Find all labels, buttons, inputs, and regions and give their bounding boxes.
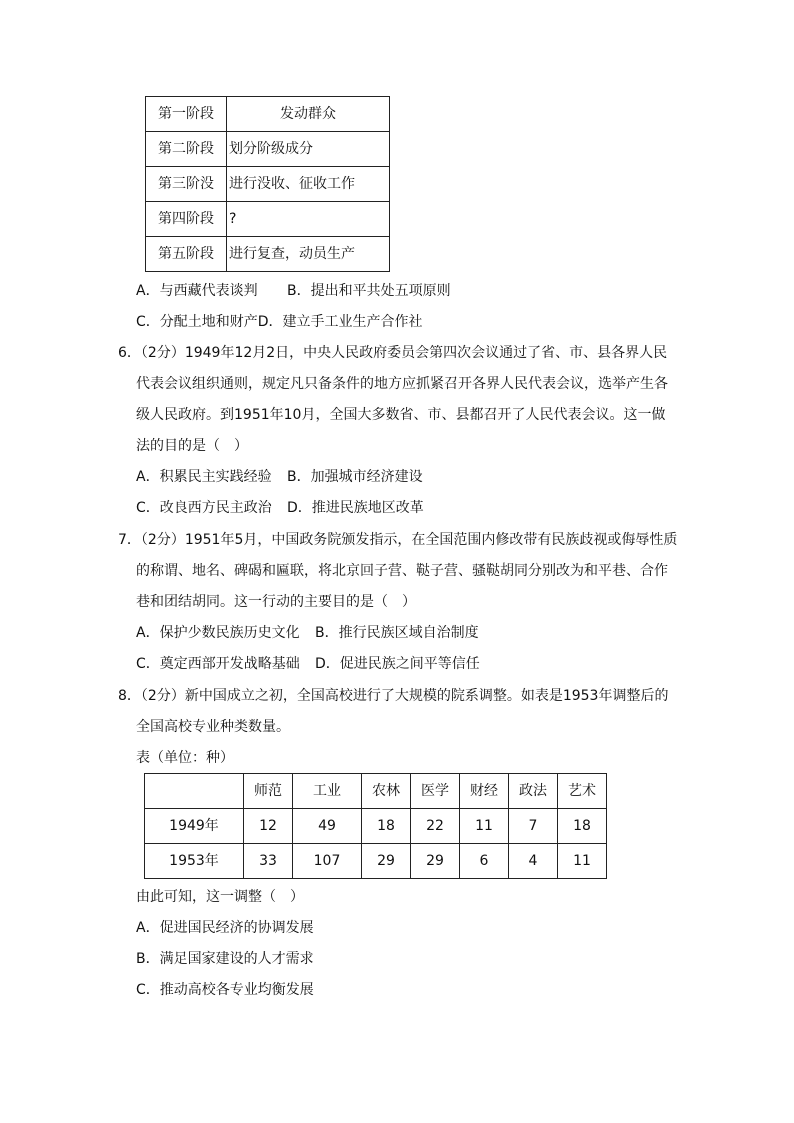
q7-option-a: A．保护少数民族历史文化 [136, 625, 300, 641]
table-cell: 1953年 [145, 844, 244, 879]
table-cell: 18 [558, 809, 607, 844]
table-cell: 4 [509, 844, 558, 879]
table-cell: 7 [509, 809, 558, 844]
table-header-cell: 政法 [509, 774, 558, 809]
q8-stem-line: 8．（2分）新中国成立之初，全国高校进行了大规模的院系调整。如表是1953年调整后的 [118, 688, 669, 704]
q5-option-cd: C．分配土地和财产D．建立手工业生产合作社 [136, 314, 423, 330]
table-row [146, 132, 390, 167]
table-cell: 33 [244, 844, 293, 879]
q7-option-c: C．奠定西部开发战略基础 [136, 656, 300, 672]
table-cell: 29 [411, 844, 460, 879]
stage-cell: 第五阶段 [146, 237, 227, 272]
table-cell: 11 [558, 844, 607, 879]
table-header-row [145, 774, 607, 809]
table-header-cell: 农林 [362, 774, 411, 809]
table-cell: 107 [293, 844, 362, 879]
table-row [145, 809, 607, 844]
q7-option-b: B．推行民族区域自治制度 [315, 625, 479, 641]
table-cell: 22 [411, 809, 460, 844]
q5-option-b: B．提出和平共处五项原则 [287, 283, 451, 299]
q6-stem-line: 6．（2分）1949年12月2日，中央人民政府委员会第四次会议通过了省、市、县各界人民 [118, 345, 668, 361]
stage-cell: 第三阶没 [146, 167, 227, 202]
q7-option-d: D．促进民族之间平等信任 [315, 656, 480, 672]
q6-stem-line: 级人民政府。到1951年10月，全国大多数省、市、县都召开了人民代表会议。这一做 [136, 407, 666, 423]
stage-cell: 第二阶段 [146, 132, 227, 167]
table-cell: 1949年 [145, 809, 244, 844]
table-header-cell: 工业 [293, 774, 362, 809]
q7-stem-line: 7．（2分）1951年5月，中国政务院颁发指示，在全国范围内修改带有民族歧视或侮辱性质 [118, 532, 678, 548]
q6-option-a: A．积累民主实践经验 [136, 469, 272, 485]
table-row [146, 167, 390, 202]
table-header-cell: 医学 [411, 774, 460, 809]
table-header-cell [145, 774, 244, 809]
q5-option-a: A．与西藏代表谈判 [136, 283, 258, 299]
task-cell: ? [227, 202, 390, 237]
q6-stem-line: 法的目的是（ ） [136, 438, 248, 454]
q8-table-caption: 表（单位：种） [136, 750, 234, 766]
task-cell: 发动群众 [227, 97, 390, 132]
q8-stem-line: 全国高校专业种类数量。 [136, 719, 290, 735]
q6-stem-line: 代表会议组织通则，规定凡只备条件的地方应抓紧召开各界人民代表会议，选举产生各 [136, 376, 668, 392]
q6-option-b: B．加强城市经济建设 [287, 469, 423, 485]
table-cell: 11 [460, 809, 509, 844]
q8-option-a: A．促进国民经济的协调发展 [136, 920, 314, 936]
task-cell: 进行没收、征收工作 [227, 167, 390, 202]
stage-table [145, 96, 390, 272]
stage-cell: 第四阶段 [146, 202, 227, 237]
table-cell: 29 [362, 844, 411, 879]
table-cell: 18 [362, 809, 411, 844]
q8-stem-after: 由此可知，这一调整（ ） [136, 889, 304, 905]
q6-option-d: D．推进民族地区改革 [287, 500, 424, 516]
table-row [145, 844, 607, 879]
task-cell: 进行复查，动员生产 [227, 237, 390, 272]
q8-option-b: B．满足国家建设的人才需求 [136, 951, 314, 967]
task-cell: 划分阶级成分 [227, 132, 390, 167]
table-cell: 12 [244, 809, 293, 844]
q7-stem-line: 巷和团结胡同。这一行动的主要目的是（ ） [136, 594, 416, 610]
majors-table [144, 773, 607, 879]
table-row [146, 237, 390, 272]
table-row [146, 202, 390, 237]
table-header-cell: 师范 [244, 774, 293, 809]
q7-stem-line: 的称谓、地名、碑碣和匾联，将北京回子营、鞑子营、骚鞑胡同分别改为和平巷、合作 [136, 563, 668, 579]
q8-option-c: C．推动高校各专业均衡发展 [136, 982, 314, 998]
table-cell: 6 [460, 844, 509, 879]
table-header-cell: 艺术 [558, 774, 607, 809]
table-row [146, 97, 390, 132]
table-cell: 49 [293, 809, 362, 844]
table-header-cell: 财经 [460, 774, 509, 809]
stage-cell: 第一阶段 [146, 97, 227, 132]
q6-option-c: C．改良西方民主政治 [136, 500, 272, 516]
